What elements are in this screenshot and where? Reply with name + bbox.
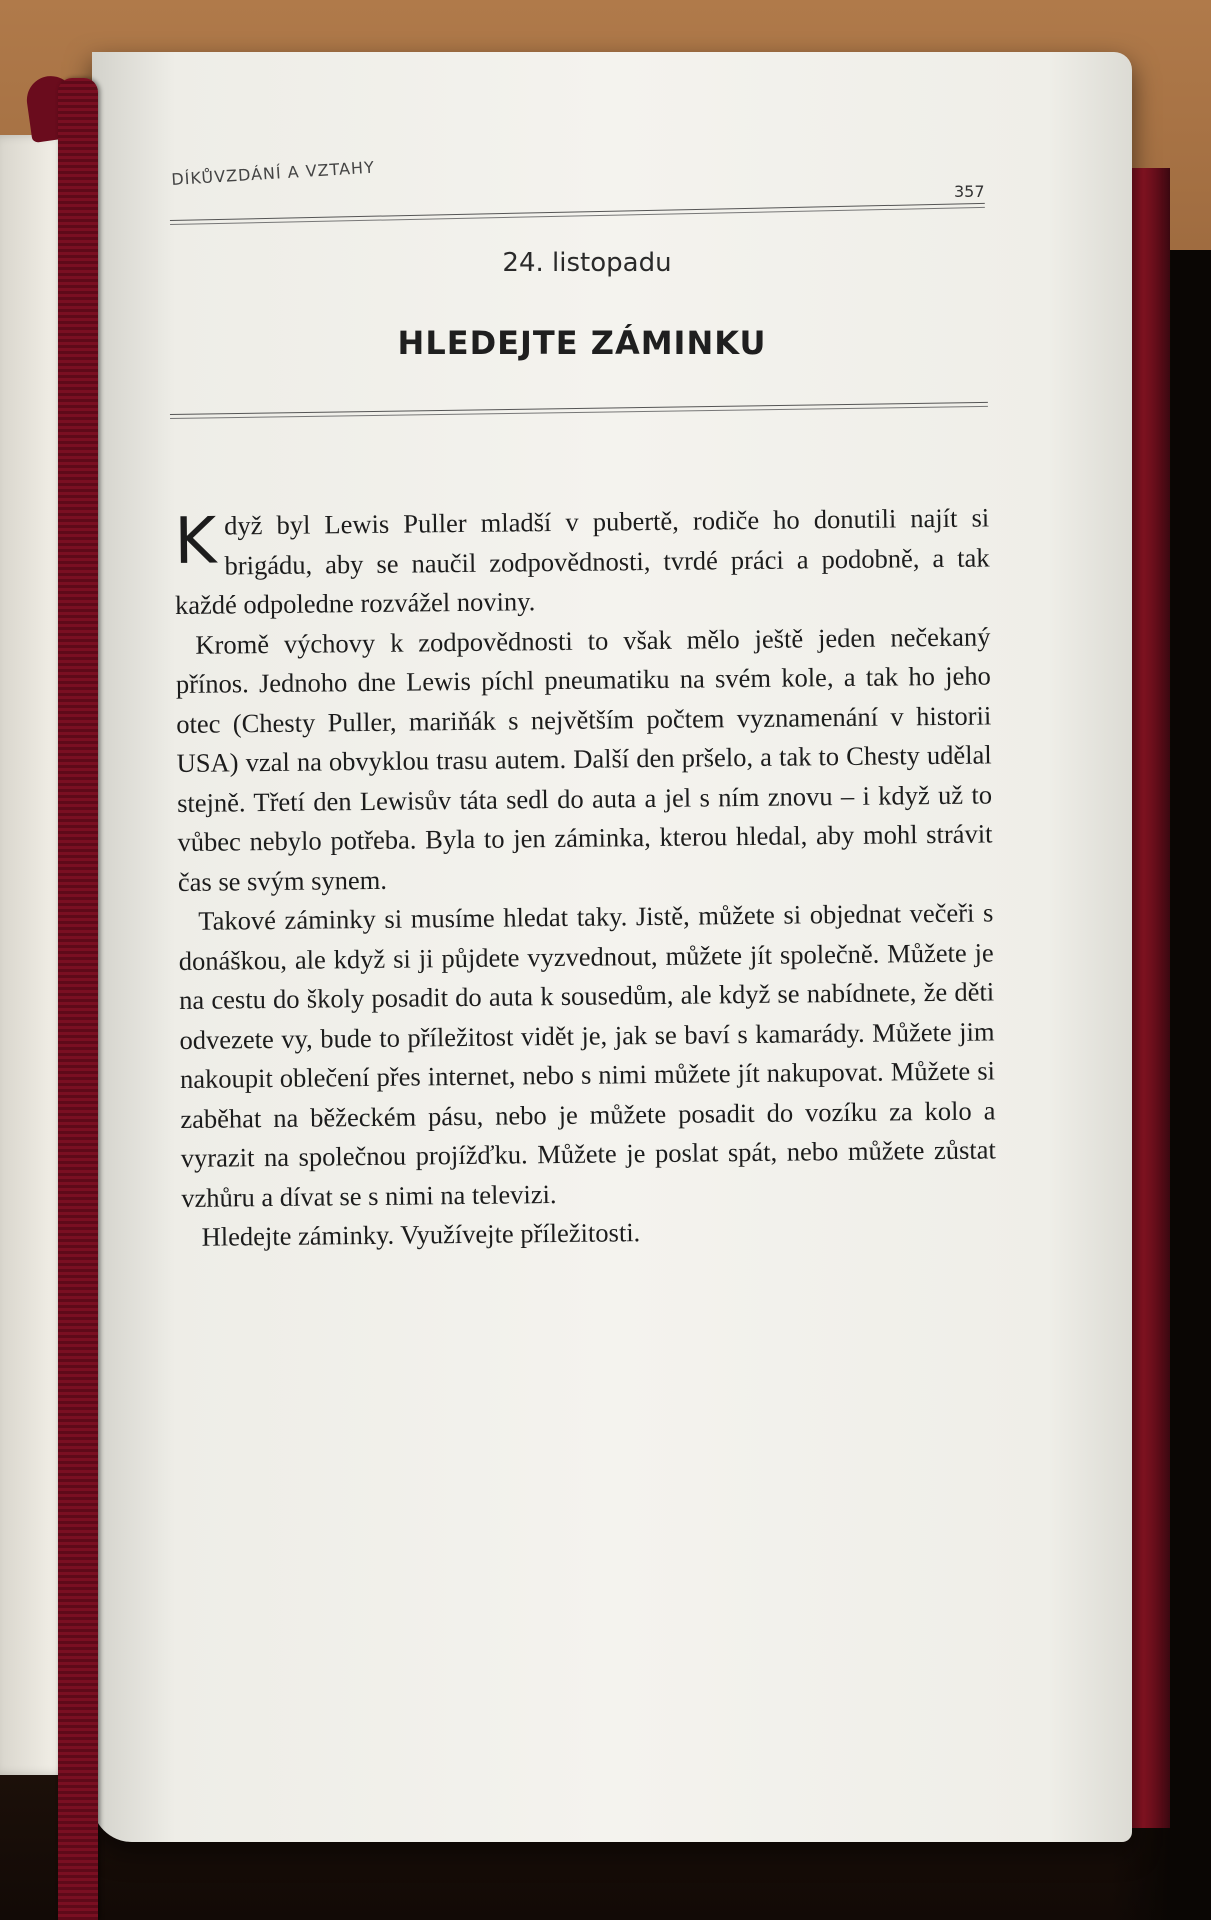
running-head: DÍKŮVZDÁNÍ A VZTAHY <box>170 157 376 189</box>
bookmark-ribbon <box>58 78 98 1920</box>
paragraph: Kromě výchovy k zodpovědnosti to však mělo ještě jeden nečekaný přínos. Jednoho dne Lewis píchl pneumatiku na svém kole, a tak ho jeho otec (Chesty Puller, mariňák s největším počtem vyznamenání v historii USA) vzal na obvyklou trasu autem. Další den pršelo, a tak to Chesty udělal stejně. Třetí den Lewisův táta sedl do auta a jel s ním znovu – i když už to vůbec nebylo potřeba. Byla to jen záminka, kterou hledal, aby mohl strávit čas se svým synem. <box>175 620 993 897</box>
book-page <box>92 52 1132 1842</box>
paragraph-text: dyž byl Lewis Puller mladší v pubertě, rodiče ho donutili najít si brigádu, aby se naučil zodpovědnosti, tvrdé práci a podobně, a tak každé odpoledne rozvážel noviny. <box>174 502 990 620</box>
paragraph: Hledejte záminky. Využívejte příležitosti. <box>201 1217 641 1252</box>
page-number: 357 <box>954 182 985 201</box>
header-rule <box>170 203 985 225</box>
paragraph: Takové záminky si musíme hledat taky. Jistě, můžete si objednat večeři s donáškou, ale když si ji půjdete vyzvednout, můžete jít společně. Můžete je na cestu do školy posadit do auta k sousedům, ale když se nabídnete, že děti odvezete vy, bude to příležitost vidět je, jak se baví s kamarády. Můžete jim nakoupit oblečení přes internet, nebo s nimi můžete jít nakupovat. Můžete si zaběhat na běžeckém pásu, nebo je můžete posadit do vozíku za kolo a vyrazit na společnou projížďku. Můžete je poslat spát, nebo můžete zůstat vzhůru a dívat se s nimi na televizi. <box>178 897 996 1213</box>
paragraph <box>174 498 990 625</box>
drop-cap: K <box>173 504 217 579</box>
entry-title: HLEDEJTE ZÁMINKU <box>397 324 767 362</box>
entry-date: 24. listopadu <box>502 248 672 278</box>
entry-body <box>174 498 997 1257</box>
title-rule <box>170 402 988 419</box>
